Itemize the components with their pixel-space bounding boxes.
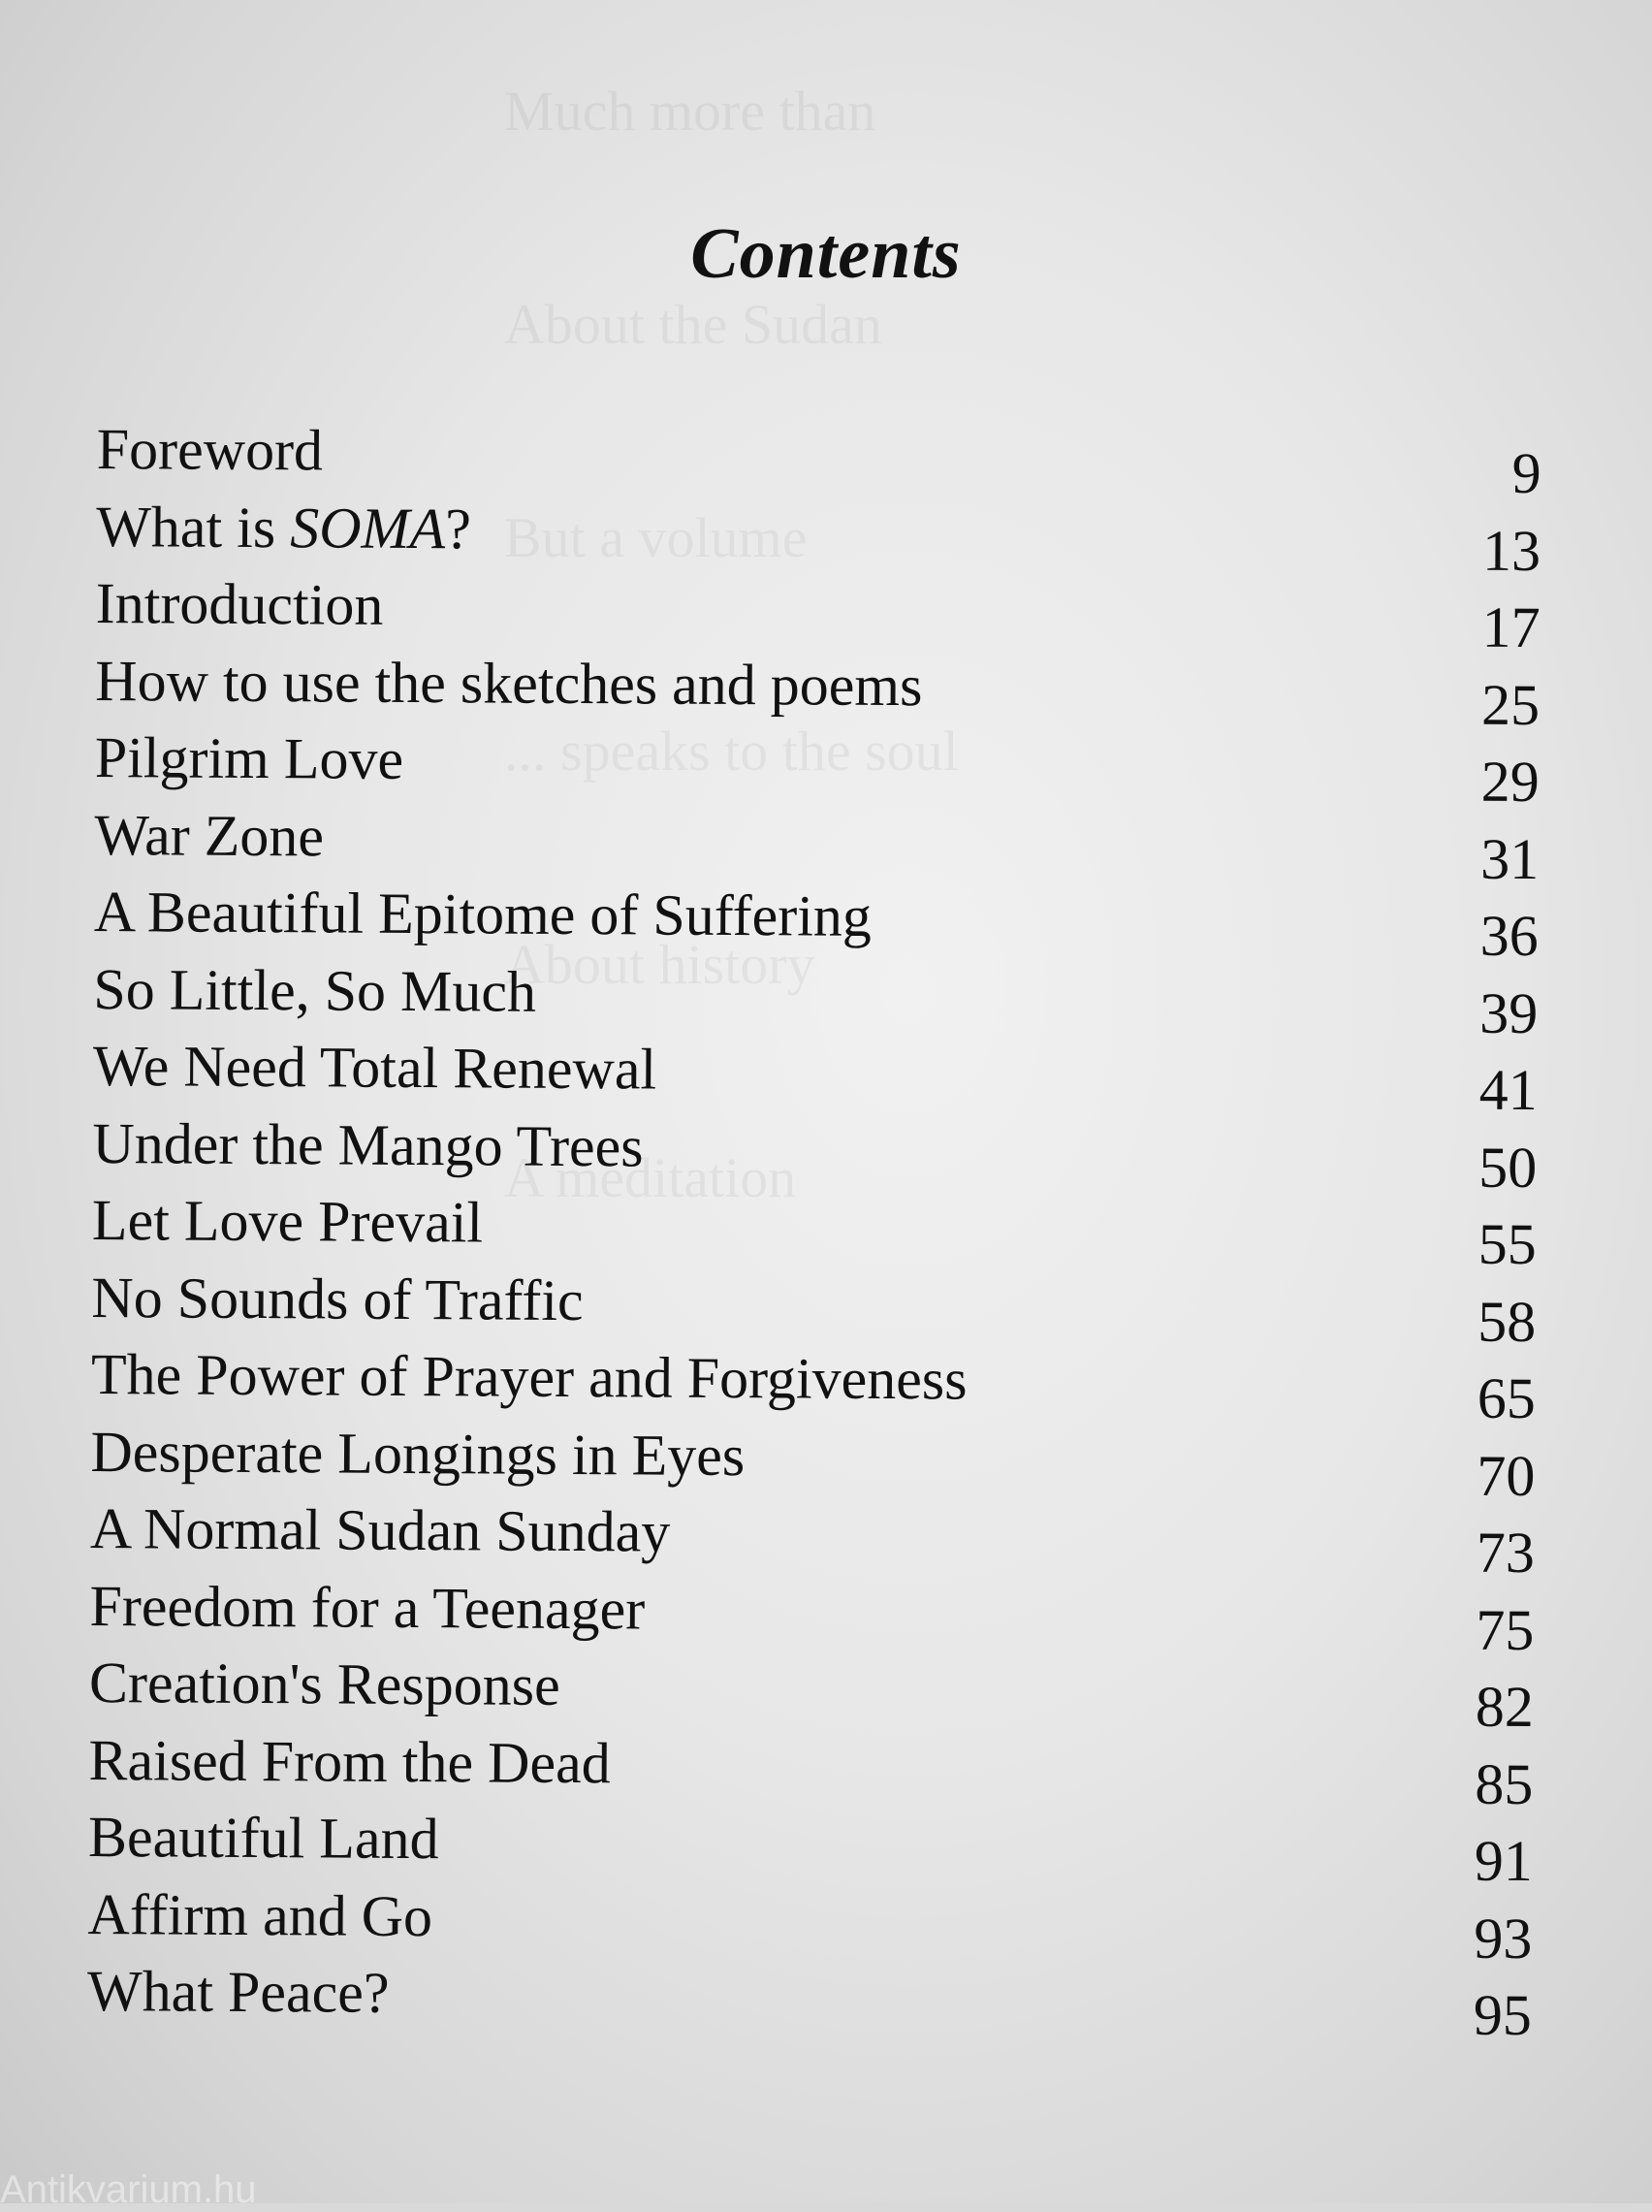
toc-entry-page-number: 91 — [1475, 1824, 1533, 1898]
toc-entry — [92, 1183, 1537, 1269]
toc-entry-title-text: What is — [96, 494, 290, 559]
toc-entry-title-text: Desperate Longings in Eyes — [90, 1419, 745, 1487]
show-through-line: A meditation — [504, 1125, 1183, 1232]
toc-entry — [90, 1491, 1535, 1578]
toc-entry-page-number: 58 — [1477, 1284, 1536, 1358]
toc-entry — [91, 1260, 1536, 1346]
toc-entry — [92, 1106, 1537, 1192]
table-of-contents — [87, 412, 1541, 2040]
toc-entry-page-number: 93 — [1474, 1901, 1532, 1974]
toc-entry-page-number: 65 — [1477, 1362, 1536, 1435]
toc-entry-page-number: 25 — [1481, 667, 1540, 741]
show-through-line: Much more than — [504, 58, 1183, 165]
toc-entry-page-number: 70 — [1477, 1438, 1535, 1512]
toc-entry-title-text: Freedom for a Teenager — [89, 1573, 645, 1640]
toc-entry-title — [96, 566, 384, 642]
toc-entry-title-text: Affirm and Go — [87, 1881, 432, 1947]
toc-entry — [89, 1646, 1534, 1732]
toc-entry-title — [90, 1414, 745, 1491]
toc-entry-title-text: A Normal Sudan Sunday — [90, 1496, 671, 1564]
toc-entry-page-number: 41 — [1479, 1053, 1538, 1127]
toc-entry — [87, 1954, 1532, 2040]
toc-entry-title — [88, 1800, 439, 1875]
toc-entry — [95, 643, 1540, 729]
toc-entry-title — [94, 875, 873, 953]
toc-entry-title — [92, 1106, 644, 1182]
watermark: Antikvarium.hu — [0, 2168, 257, 2212]
toc-entry-title-text: A Beautiful Epitome of Suffering — [94, 880, 872, 948]
toc-entry-title — [89, 1568, 645, 1645]
toc-entry-page-number: 50 — [1478, 1130, 1537, 1203]
toc-entry-page-number: 9 — [1511, 436, 1541, 510]
toc-entry-page-number: 29 — [1480, 745, 1539, 818]
toc-entry-title — [97, 412, 324, 487]
toc-entry-title — [96, 489, 471, 564]
toc-entry-page-number: 36 — [1479, 899, 1538, 973]
toc-entry-title-text: Foreword — [97, 417, 324, 482]
page-title: Contents — [0, 213, 1652, 296]
toc-entry-title — [92, 1183, 484, 1259]
toc-entry-page-number: 17 — [1481, 591, 1540, 664]
toc-entry-title — [89, 1646, 560, 1722]
toc-entry-title — [91, 1337, 968, 1417]
toc-entry-title-text: Creation's Response — [89, 1651, 560, 1717]
toc-entry-page-number: 55 — [1478, 1207, 1537, 1281]
toc-entry — [95, 721, 1540, 807]
show-through-line: ... speaks to the soul — [504, 698, 1183, 805]
toc-entry-page-number: 13 — [1482, 513, 1541, 587]
toc-entry-title-text: Pilgrim Love — [95, 725, 404, 791]
toc-entry-title — [90, 1491, 671, 1569]
toc-entry-title — [95, 721, 404, 796]
toc-entry-title-text: Beautiful Land — [88, 1805, 439, 1871]
toc-entry-title-text: Raised From the Dead — [88, 1727, 611, 1794]
toc-entry-title-text: Under the Mango Trees — [92, 1110, 644, 1177]
toc-entry-title-text: So Little, So Much — [93, 956, 536, 1023]
toc-entry-title — [91, 1260, 584, 1336]
toc-entry-page-number: 82 — [1476, 1670, 1534, 1744]
toc-entry-title-text: Introduction — [96, 571, 384, 637]
toc-entry — [93, 1029, 1538, 1115]
toc-entry-title-text: War Zone — [94, 802, 324, 867]
toc-entry-title-text: The Power of Prayer and Forgiveness — [91, 1342, 968, 1412]
toc-entry-title-italic: SOMA — [290, 496, 445, 561]
toc-entry-title-text: How to use the sketches and poems — [95, 648, 923, 717]
show-through-line: About the Sudan — [504, 272, 1183, 378]
toc-entry — [88, 1800, 1533, 1886]
show-through-line: About history — [504, 912, 1183, 1018]
toc-entry-page-number: 95 — [1474, 1978, 1532, 2052]
toc-entry-title — [88, 1722, 611, 1799]
toc-entry-title-text: We Need Total Renewal — [93, 1034, 657, 1102]
toc-entry — [88, 1722, 1533, 1809]
toc-entry — [93, 951, 1538, 1038]
toc-entry-title-suffix: ? — [445, 497, 471, 561]
toc-entry — [94, 797, 1539, 883]
toc-entry — [96, 566, 1541, 653]
toc-entry-title-text: No Sounds of Traffic — [91, 1265, 584, 1331]
toc-entry-title-text: Let Love Prevail — [92, 1188, 484, 1254]
toc-entry — [89, 1568, 1534, 1654]
toc-entry — [97, 412, 1541, 498]
toc-entry — [94, 875, 1539, 961]
toc-entry-page-number: 73 — [1477, 1516, 1535, 1589]
toc-entry-page-number: 31 — [1480, 821, 1539, 895]
toc-entry-title — [93, 1029, 657, 1106]
toc-entry-title — [95, 643, 923, 721]
toc-entry — [91, 1337, 1536, 1424]
toc-entry-page-number: 75 — [1476, 1592, 1534, 1666]
toc-entry — [90, 1414, 1535, 1500]
show-through-line: But a volume — [504, 485, 1183, 592]
toc-entry-page-number: 85 — [1475, 1747, 1533, 1820]
toc-entry-title-text: What Peace? — [87, 1959, 390, 2025]
toc-entry-title — [87, 1954, 390, 2030]
toc-entry-title — [93, 951, 536, 1028]
toc-entry-title — [87, 1876, 432, 1952]
toc-entry-title — [94, 797, 324, 872]
toc-entry — [96, 489, 1541, 575]
toc-entry — [87, 1876, 1532, 1963]
toc-entry-page-number: 39 — [1479, 976, 1538, 1049]
